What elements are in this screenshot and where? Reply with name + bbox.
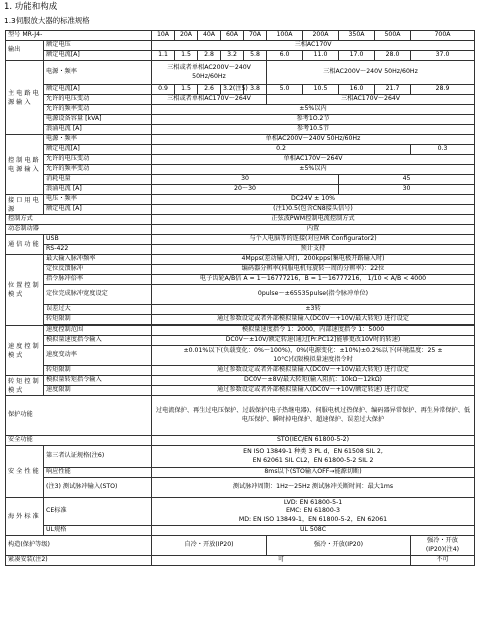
section-title: 1. 功能和构成 bbox=[4, 2, 58, 12]
value-cell: 通过参数设定或者外部模拟量输入(DC0V～+10V/额定转速) 进行设定 bbox=[152, 386, 475, 396]
value-cell bbox=[152, 446, 475, 468]
table-row bbox=[6, 386, 475, 396]
row-label: 转矩限制 bbox=[44, 366, 152, 376]
table-row bbox=[6, 215, 475, 225]
table-row bbox=[6, 336, 475, 346]
model-cell: 500A bbox=[375, 31, 411, 41]
value-cell: DC24V ± 10% bbox=[152, 195, 475, 205]
value-cell: 单相AC170V～264V bbox=[152, 155, 475, 165]
table-row bbox=[6, 446, 475, 468]
row-label: RS-422 bbox=[44, 245, 152, 255]
table-row bbox=[6, 265, 475, 275]
row-label: 额定电流[A] bbox=[44, 85, 152, 95]
row-label: (注3) 测试脉冲输入(STO) bbox=[44, 478, 152, 498]
table-row bbox=[6, 95, 475, 105]
overseas-label: 海外标准 bbox=[6, 498, 44, 536]
value-cell: 30 bbox=[339, 185, 475, 195]
value-line: LVD: EN 61800-5-1 bbox=[283, 499, 343, 507]
row-label: 额定电压 bbox=[44, 41, 152, 51]
row-label: 允许的电压变动 bbox=[44, 155, 152, 165]
value-cell: 1.5 bbox=[175, 85, 198, 95]
value-cell: 三相AC200V～240V 50Hz/60Hz bbox=[267, 61, 475, 85]
model-cell: 100A bbox=[267, 31, 303, 41]
row-label: 消耗电量 bbox=[44, 175, 152, 185]
comm-label: 通信功能 bbox=[6, 235, 44, 255]
value-cell: 内置 bbox=[152, 225, 475, 235]
value-cell: ±5%以内 bbox=[152, 105, 475, 115]
value-cell: 测试脉冲周期：1Hz～25Hz 测试脉冲关断时间：最大1ms bbox=[152, 478, 475, 498]
value-cell: UL 508C bbox=[152, 526, 475, 536]
table-row bbox=[6, 436, 475, 446]
table-row bbox=[6, 105, 475, 115]
value-cell: 自冷・开放(IP20) bbox=[152, 536, 267, 556]
value-cell: 28.9 bbox=[411, 85, 475, 95]
model-cell: 60A bbox=[221, 31, 244, 41]
value-cell: 5.8 bbox=[244, 51, 267, 61]
main-power-label: 主电路电源输入 bbox=[6, 61, 44, 135]
model-cell: 10A bbox=[152, 31, 175, 41]
value-cell: 5.0 bbox=[267, 85, 303, 95]
value-cell: 45 bbox=[339, 175, 475, 185]
value-line: 强冷・开放 bbox=[427, 537, 458, 545]
value-cell: DC0V～±8V/最大转矩(输入阻抗：10kΩ～12kΩ) bbox=[152, 376, 475, 386]
row-label: 电源设备容量 [kVA] bbox=[44, 115, 152, 125]
row-label: 控制方式 bbox=[6, 215, 152, 225]
value-cell: ±5%以内 bbox=[152, 165, 475, 175]
value-cell: 3.2 bbox=[221, 51, 244, 61]
value-cell: 可 bbox=[152, 556, 411, 566]
model-cell: 20A bbox=[175, 31, 198, 41]
value-cell: 单相AC200V～240V 50Hz/60Hz bbox=[152, 135, 475, 145]
table-row bbox=[6, 285, 475, 305]
row-label: 速度控制范围 bbox=[44, 326, 152, 336]
table-row bbox=[6, 326, 475, 336]
value-line: MD: EN ISO 13849-1，EN 61800-5-2，EN 62061 bbox=[238, 515, 388, 523]
table-row bbox=[6, 175, 475, 185]
row-label: 速度限制 bbox=[44, 386, 152, 396]
table-row bbox=[6, 41, 475, 51]
value-line: 10°C)仅限模拟量速度指令时 bbox=[273, 355, 353, 363]
row-label: 动态制动器 bbox=[6, 225, 152, 235]
table-row bbox=[6, 315, 475, 325]
value-cell: 2.8 bbox=[198, 51, 221, 61]
table-row bbox=[6, 255, 475, 265]
table-row bbox=[6, 468, 475, 478]
value-cell: 11.0 bbox=[303, 51, 339, 61]
spec-table bbox=[5, 30, 475, 566]
value-cell: 参考1O.2节 bbox=[152, 115, 475, 125]
value-cell: STO(IEC/EN 61800-5-2) bbox=[152, 436, 475, 446]
model-cell: 40A bbox=[198, 31, 221, 41]
value-cell: 三相AC170V～264V bbox=[267, 95, 475, 105]
value-cell: 21.7 bbox=[375, 85, 411, 95]
value-cell: DC0V～±10V/额定转速(通过[Pr.PC12]能够更改10V时的转速) bbox=[152, 336, 475, 346]
model-label: 型号 MR-J4- bbox=[6, 31, 152, 41]
row-label: 误差过大 bbox=[44, 305, 152, 315]
table-row bbox=[6, 498, 475, 526]
row-label: 响应性能 bbox=[44, 468, 152, 478]
value-cell: 1.1 bbox=[152, 51, 175, 61]
safety-perf-label: 安全性能 bbox=[6, 446, 44, 498]
value-cell: 17.0 bbox=[339, 51, 375, 61]
value-line: EN 62061 SIL CL2，EN 61800-5-2 SIL 2 bbox=[252, 456, 374, 464]
value-cell: 16.0 bbox=[339, 85, 375, 95]
model-cell: 700A bbox=[411, 31, 475, 41]
value-line: (IP20)(注4) bbox=[425, 545, 460, 553]
table-row bbox=[6, 245, 475, 255]
value-cell: 30 bbox=[152, 175, 339, 185]
value-cell: 不可 bbox=[411, 556, 475, 566]
value-cell: 8ms以下(STO输入OFF→能源切断) bbox=[152, 468, 475, 478]
table-row bbox=[6, 195, 475, 205]
table-row bbox=[6, 31, 475, 41]
value-line: ±0.01%以下(负载变化：0%～100%)，0%(电源变化：±10%)±0.2%以下(环境温度：25 ± bbox=[183, 347, 443, 355]
row-label: 浪涌电流 [A] bbox=[44, 125, 152, 135]
row-label: 保护功能 bbox=[6, 396, 152, 436]
value-cell: 预计支持 bbox=[152, 245, 475, 255]
control-power-label: 控制电路电源输入 bbox=[6, 135, 44, 195]
value-cell: 三相AC170V bbox=[152, 41, 475, 51]
interface-label: 接口用电源 bbox=[6, 195, 44, 215]
value-cell: 通过参数设定或者外部模拟量输入(DC0V～+10V/最大转矩) 进行设定 bbox=[152, 315, 475, 325]
row-label: 指令脉冲倍率 bbox=[44, 275, 152, 285]
torque-mode-label: 转矩控制模式 bbox=[6, 376, 44, 396]
row-label: 模拟量转矩指令输入 bbox=[44, 376, 152, 386]
row-label: 允许的电压变动 bbox=[44, 95, 152, 105]
row-label: CE标准 bbox=[44, 498, 152, 526]
table-row bbox=[6, 125, 475, 135]
row-label: 模拟量速度指令输入 bbox=[44, 336, 152, 346]
value-cell: 10.5 bbox=[303, 85, 339, 95]
value-cell: 参考10.5节 bbox=[152, 125, 475, 135]
value-cell: 强冷・开放(IP20) bbox=[267, 536, 411, 556]
row-label: 安全功能 bbox=[6, 436, 152, 446]
table-row bbox=[6, 396, 475, 436]
position-mode-label: 位置控制模式 bbox=[6, 255, 44, 326]
value-cell bbox=[152, 498, 475, 526]
row-label: 浪涌电流 [A] bbox=[44, 185, 152, 195]
speed-mode-label: 速度控制模式 bbox=[6, 326, 44, 376]
table-row bbox=[6, 376, 475, 386]
value-cell: 与个人电脑等的连接(对应MR Configurator2) bbox=[152, 235, 475, 245]
value-cell: 28.0 bbox=[375, 51, 411, 61]
row-label: 定位反馈脉冲 bbox=[44, 265, 152, 275]
value-line: EN ISO 13849-1 种类 3 PL d，EN 61508 SIL 2, bbox=[243, 448, 383, 456]
row-label: 定位完成脉冲宽度设定 bbox=[44, 285, 152, 305]
table-row bbox=[6, 61, 475, 85]
value-cell: 电子齿轮A/B倍 A = 1～16777216，B = 1～16777216， 1/10 < A/B < 4000 bbox=[152, 275, 475, 285]
table-row bbox=[6, 478, 475, 498]
row-label: 紧凑安装(注2) bbox=[6, 556, 152, 566]
table-row bbox=[6, 536, 475, 556]
table-row bbox=[6, 145, 475, 155]
value-cell: 37.0 bbox=[411, 51, 475, 61]
row-label: 构造(保护等级) bbox=[6, 536, 152, 556]
row-label: 额定电流[A] bbox=[44, 145, 152, 155]
value-cell: 0.9 bbox=[152, 85, 175, 95]
table-row bbox=[6, 526, 475, 536]
value-cell bbox=[152, 346, 475, 366]
table-row bbox=[6, 185, 475, 195]
table-row bbox=[6, 115, 475, 125]
table-row bbox=[6, 51, 475, 61]
row-label: UL规格 bbox=[44, 526, 152, 536]
table-row bbox=[6, 556, 475, 566]
row-label: 速度变动率 bbox=[44, 346, 152, 366]
row-label: 额定电流 [A] bbox=[44, 205, 152, 215]
table-row bbox=[6, 85, 475, 95]
value-cell bbox=[411, 536, 475, 556]
row-label: 额定电流[A] bbox=[44, 51, 152, 61]
table-row bbox=[6, 135, 475, 145]
value-cell: 三相或者单相AC170V～264V bbox=[152, 95, 267, 105]
table-row bbox=[6, 346, 475, 366]
value-cell: 模拟量速度指令 1：2000，内部速度指令 1：5000 bbox=[152, 326, 475, 336]
value-cell: 0.3 bbox=[411, 145, 475, 155]
table-row bbox=[6, 305, 475, 315]
value-cell: (注1)0.5(包含CN8接头信号) bbox=[152, 205, 475, 215]
value-cell: ±3转 bbox=[152, 305, 475, 315]
value-cell: 通过参数设定或者外部模拟量输入(DC0V～+10V/最大转矩) 进行设定 bbox=[152, 366, 475, 376]
row-label: 允许的频率变动 bbox=[44, 105, 152, 115]
table-row bbox=[6, 155, 475, 165]
table-row bbox=[6, 165, 475, 175]
value-cell: 3.8 bbox=[244, 85, 267, 95]
row-label: 转矩限制 bbox=[44, 315, 152, 325]
row-label: 电源・频率 bbox=[44, 135, 152, 145]
value-cell: 三相或者单相AC200V～240V 50Hz/60Hz bbox=[152, 61, 267, 85]
row-label: 电源・频率 bbox=[44, 61, 152, 85]
output-label: 输出 bbox=[6, 41, 44, 61]
value-cell: 4Mpps(差动输入时)，200kpps(集电极开路输入时) bbox=[152, 255, 475, 265]
value-cell: 过电流保护、再生过电压保护、过载保护(电子热继电器)、伺服电机过热保护、编码器异常保护、再生异常保护、低电压保护、瞬时掉电保护、超速保护、误差过大保护 bbox=[152, 396, 475, 436]
row-label: 允许的频率变动 bbox=[44, 165, 152, 175]
table-row bbox=[6, 366, 475, 376]
row-label: USB bbox=[44, 235, 152, 245]
model-cell: 200A bbox=[303, 31, 339, 41]
value-cell: 6.0 bbox=[267, 51, 303, 61]
value-cell: 0pulse～±65535pulse(指令脉冲单位) bbox=[152, 285, 475, 305]
table-row bbox=[6, 275, 475, 285]
model-cell: 350A bbox=[339, 31, 375, 41]
table-row bbox=[6, 205, 475, 215]
value-cell: 1.5 bbox=[175, 51, 198, 61]
table-row bbox=[6, 225, 475, 235]
value-cell: 编码器分辨率(伺服电机每旋转一周的分辨率)：22位 bbox=[152, 265, 475, 275]
value-line: EMC: EN 61800-3 bbox=[286, 507, 340, 515]
value-cell: 20～30 bbox=[152, 185, 339, 195]
row-label: 第三者认证规格(注6) bbox=[44, 446, 152, 468]
value-cell: 2.6 bbox=[198, 85, 221, 95]
model-cell: 70A bbox=[244, 31, 267, 41]
table-row bbox=[6, 235, 475, 245]
row-label: 最大输入脉冲频率 bbox=[44, 255, 152, 265]
row-label: 电压・频率 bbox=[44, 195, 152, 205]
subsection-title: 1.3伺服放大器的标准规格 bbox=[4, 16, 90, 25]
value-cell: 3.2(注5) bbox=[221, 85, 244, 95]
value-cell: 0.2 bbox=[152, 145, 411, 155]
value-cell: 正弦波PWM控制电流控制方式 bbox=[152, 215, 475, 225]
